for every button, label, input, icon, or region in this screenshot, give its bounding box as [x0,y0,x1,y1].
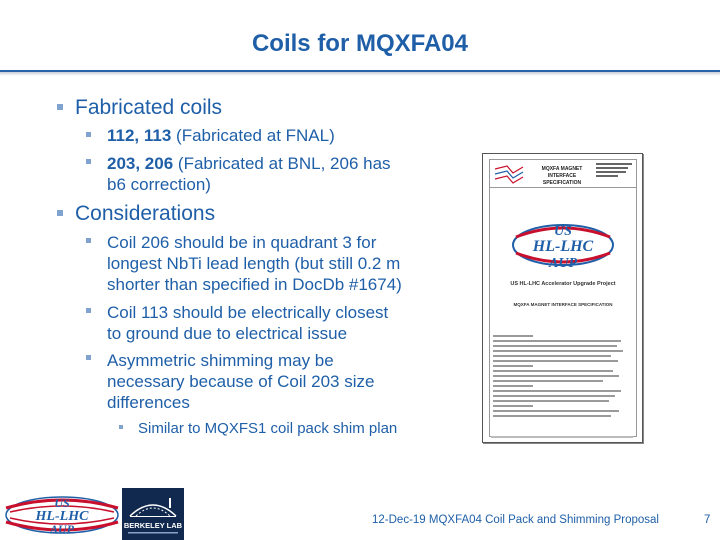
text-line: Coil 113 should be electrically closest [107,303,389,322]
bullet-mqxfs1-shim-plan: Similar to MQXFS1 coil pack shim plan [138,420,398,437]
title-divider-shadow [0,72,720,76]
page-number: 7 [704,514,711,526]
document-header [490,160,636,188]
bullet-coil-113-ground [107,302,388,344]
document-page [489,159,637,437]
coil-note: (Fabricated at BNL, 206 has [173,154,391,173]
logo-text-us: US [554,224,572,239]
us-hl-lhc-aup-footer-logo-icon [4,494,120,536]
logo-text-us: US [54,496,70,510]
us-hl-lhc-aup-logo-icon [510,215,616,275]
berkeley-lab-logo [122,488,184,540]
text-line: differences [107,393,190,412]
document-project-title: US HL-LHC Accelerator Upgrade Project [510,281,616,287]
logo-text-hl-lhc: HL-LHC [532,238,594,255]
bullet-square-icon [86,308,91,313]
bullet-square-icon [57,104,63,110]
coil-note: (Fabricated at FNAL) [171,126,335,145]
logo-text-aup: AUP [50,522,74,536]
berkeley-lab-text: BERKELEY LAB [123,521,183,530]
text-line: shorter than specified in DocDb #1674) [107,275,402,294]
document-subtitle: MQXFA MAGNET INTERFACE SPECIFICATION [513,302,613,307]
bullet-coil-206-quadrant [107,232,402,295]
document-signature-block [493,335,633,420]
footer-text: 12-Dec-19 MQXFA04 Coil Pack and Shimming Proposal [372,514,659,526]
logo-text-hl-lhc: HL-LHC [35,509,89,524]
interface-spec-document-thumbnail [482,153,643,443]
bullet-considerations: Considerations [75,202,216,225]
coil-ids: 112, 113 [107,126,172,145]
text-line: Coil 206 should be in quadrant 3 for [107,233,377,252]
berkeley-lab-logo-icon [122,488,184,540]
fermilab-doc-logo-icon [493,163,527,185]
text-line: necessary because of Coil 203 size [107,372,375,391]
text-line: longest NbTi lead length (but still 0.2 m [107,254,401,273]
bullet-square-icon [57,210,63,216]
bullet-square-icon [86,355,91,360]
text-line: to ground due to electrical issue [107,324,348,343]
document-metadata [596,163,632,177]
bullet-coils-112-113 [107,125,335,146]
bullet-fabricated-coils: Fabricated coils [75,96,223,119]
bullet-square-icon [119,425,123,429]
coil-note-line2: b6 correction) [107,175,211,194]
logo-text-aup: AUP [549,256,577,271]
bullet-asymmetric-shimming [107,350,374,413]
bullet-square-icon [86,132,91,137]
document-header-title: MQXFA MAGNET INTERFACE SPECIFICATION [541,166,583,186]
bullet-coils-203-206 [107,153,391,195]
text-line: Asymmetric shimming may be [107,351,334,370]
document-footer-line [491,436,633,438]
bullet-square-icon [86,159,91,164]
coil-ids: 203, 206 [107,154,174,173]
bullet-square-icon [86,238,91,243]
slide-title: Coils for MQXFA04 [251,30,469,57]
